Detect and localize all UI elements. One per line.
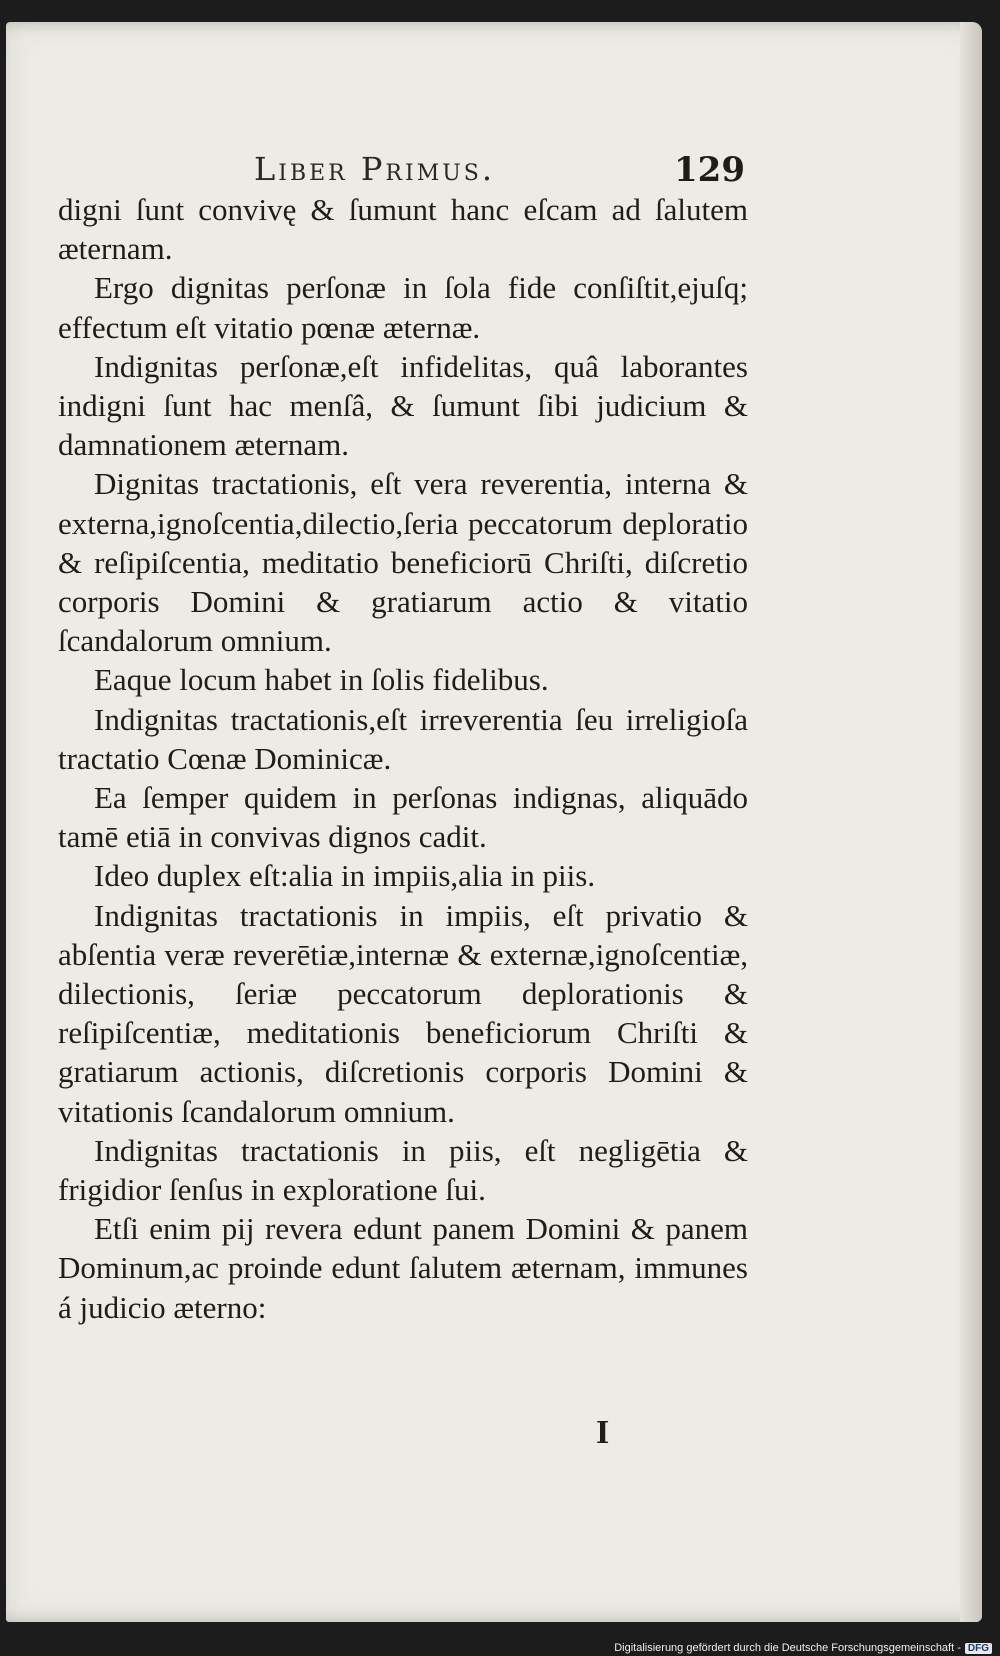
paragraph: Etſi enim pij revera edunt panem Domini & panem Dominum,ac proinde edunt ſalutem æternam, immunes á judicio æterno: xyxy=(58,1211,748,1325)
paragraph: Indignitas tractationis,eſt irreverentia ſeu irreligioſa tractatio Cœnæ Dominicæ. xyxy=(58,701,748,776)
digitization-credit xyxy=(614,1642,992,1654)
running-title: Liber Primus. xyxy=(254,150,495,188)
paragraph: Indignitas tractationis in piis, eſt negligētia & frigidior ſenſus in exploratione ſui. xyxy=(58,1132,748,1208)
page-edge xyxy=(960,22,982,1622)
paragraph: digni ſunt convivę & ſumunt hanc eſcam ad ſalutem æternam. xyxy=(58,192,748,267)
paragraph: Indignitas perſonæ,eſt infidelitas, quâ laborantes indigni ſunt hac menſâ, & ſumunt ſibi judicium & damnationem æternam. xyxy=(58,348,748,463)
paragraph: Indignitas tractationis in impiis, eſt privatio & abſentia veræ reverētiæ,internæ & externæ,ignoſcentiæ, dilectionis, ſeriæ peccatorum deplorationis & reſipiſcentiæ, meditationis beneficiorum Chriſti & gratiarum actionis, diſcretionis corporis Domini & vitationis ſcandalorum omnium. xyxy=(58,897,748,1129)
body-text xyxy=(58,190,748,1327)
paragraph: Ideo duplex eſt:alia in impiis,alia in piis. xyxy=(94,858,596,894)
paragraph: Eaque locum habet in ſolis fidelibus. xyxy=(94,662,549,698)
paragraph: Ea ſemper quidem in perſonas indignas, aliquādo tamē etiā in convivas dignos cadit. xyxy=(58,780,748,855)
paragraph: Dignitas tractationis, eſt vera reverentia, interna & externa,ignoſcentia,dilectio,ſeria peccatorum deploratio & reſipiſcentia, meditatio beneficiorū Chriſti, diſcretio corporis Domini & gratiarum actio & vitatio ſcandalorum omnium. xyxy=(58,466,748,659)
book-page xyxy=(6,22,982,1622)
dfg-logo: DFG xyxy=(965,1643,992,1654)
signature-mark: I xyxy=(596,1414,610,1451)
page-number: 129 xyxy=(674,150,745,190)
paragraph: Ergo dignitas perſonæ in ſola fide conſiſtit,ejuſq; effectum eſt vitatio pœnæ æternæ. xyxy=(58,270,748,345)
credit-text: Digitalisierung gefördert durch die Deutsche Forschungsgemeinschaft - xyxy=(614,1642,961,1654)
